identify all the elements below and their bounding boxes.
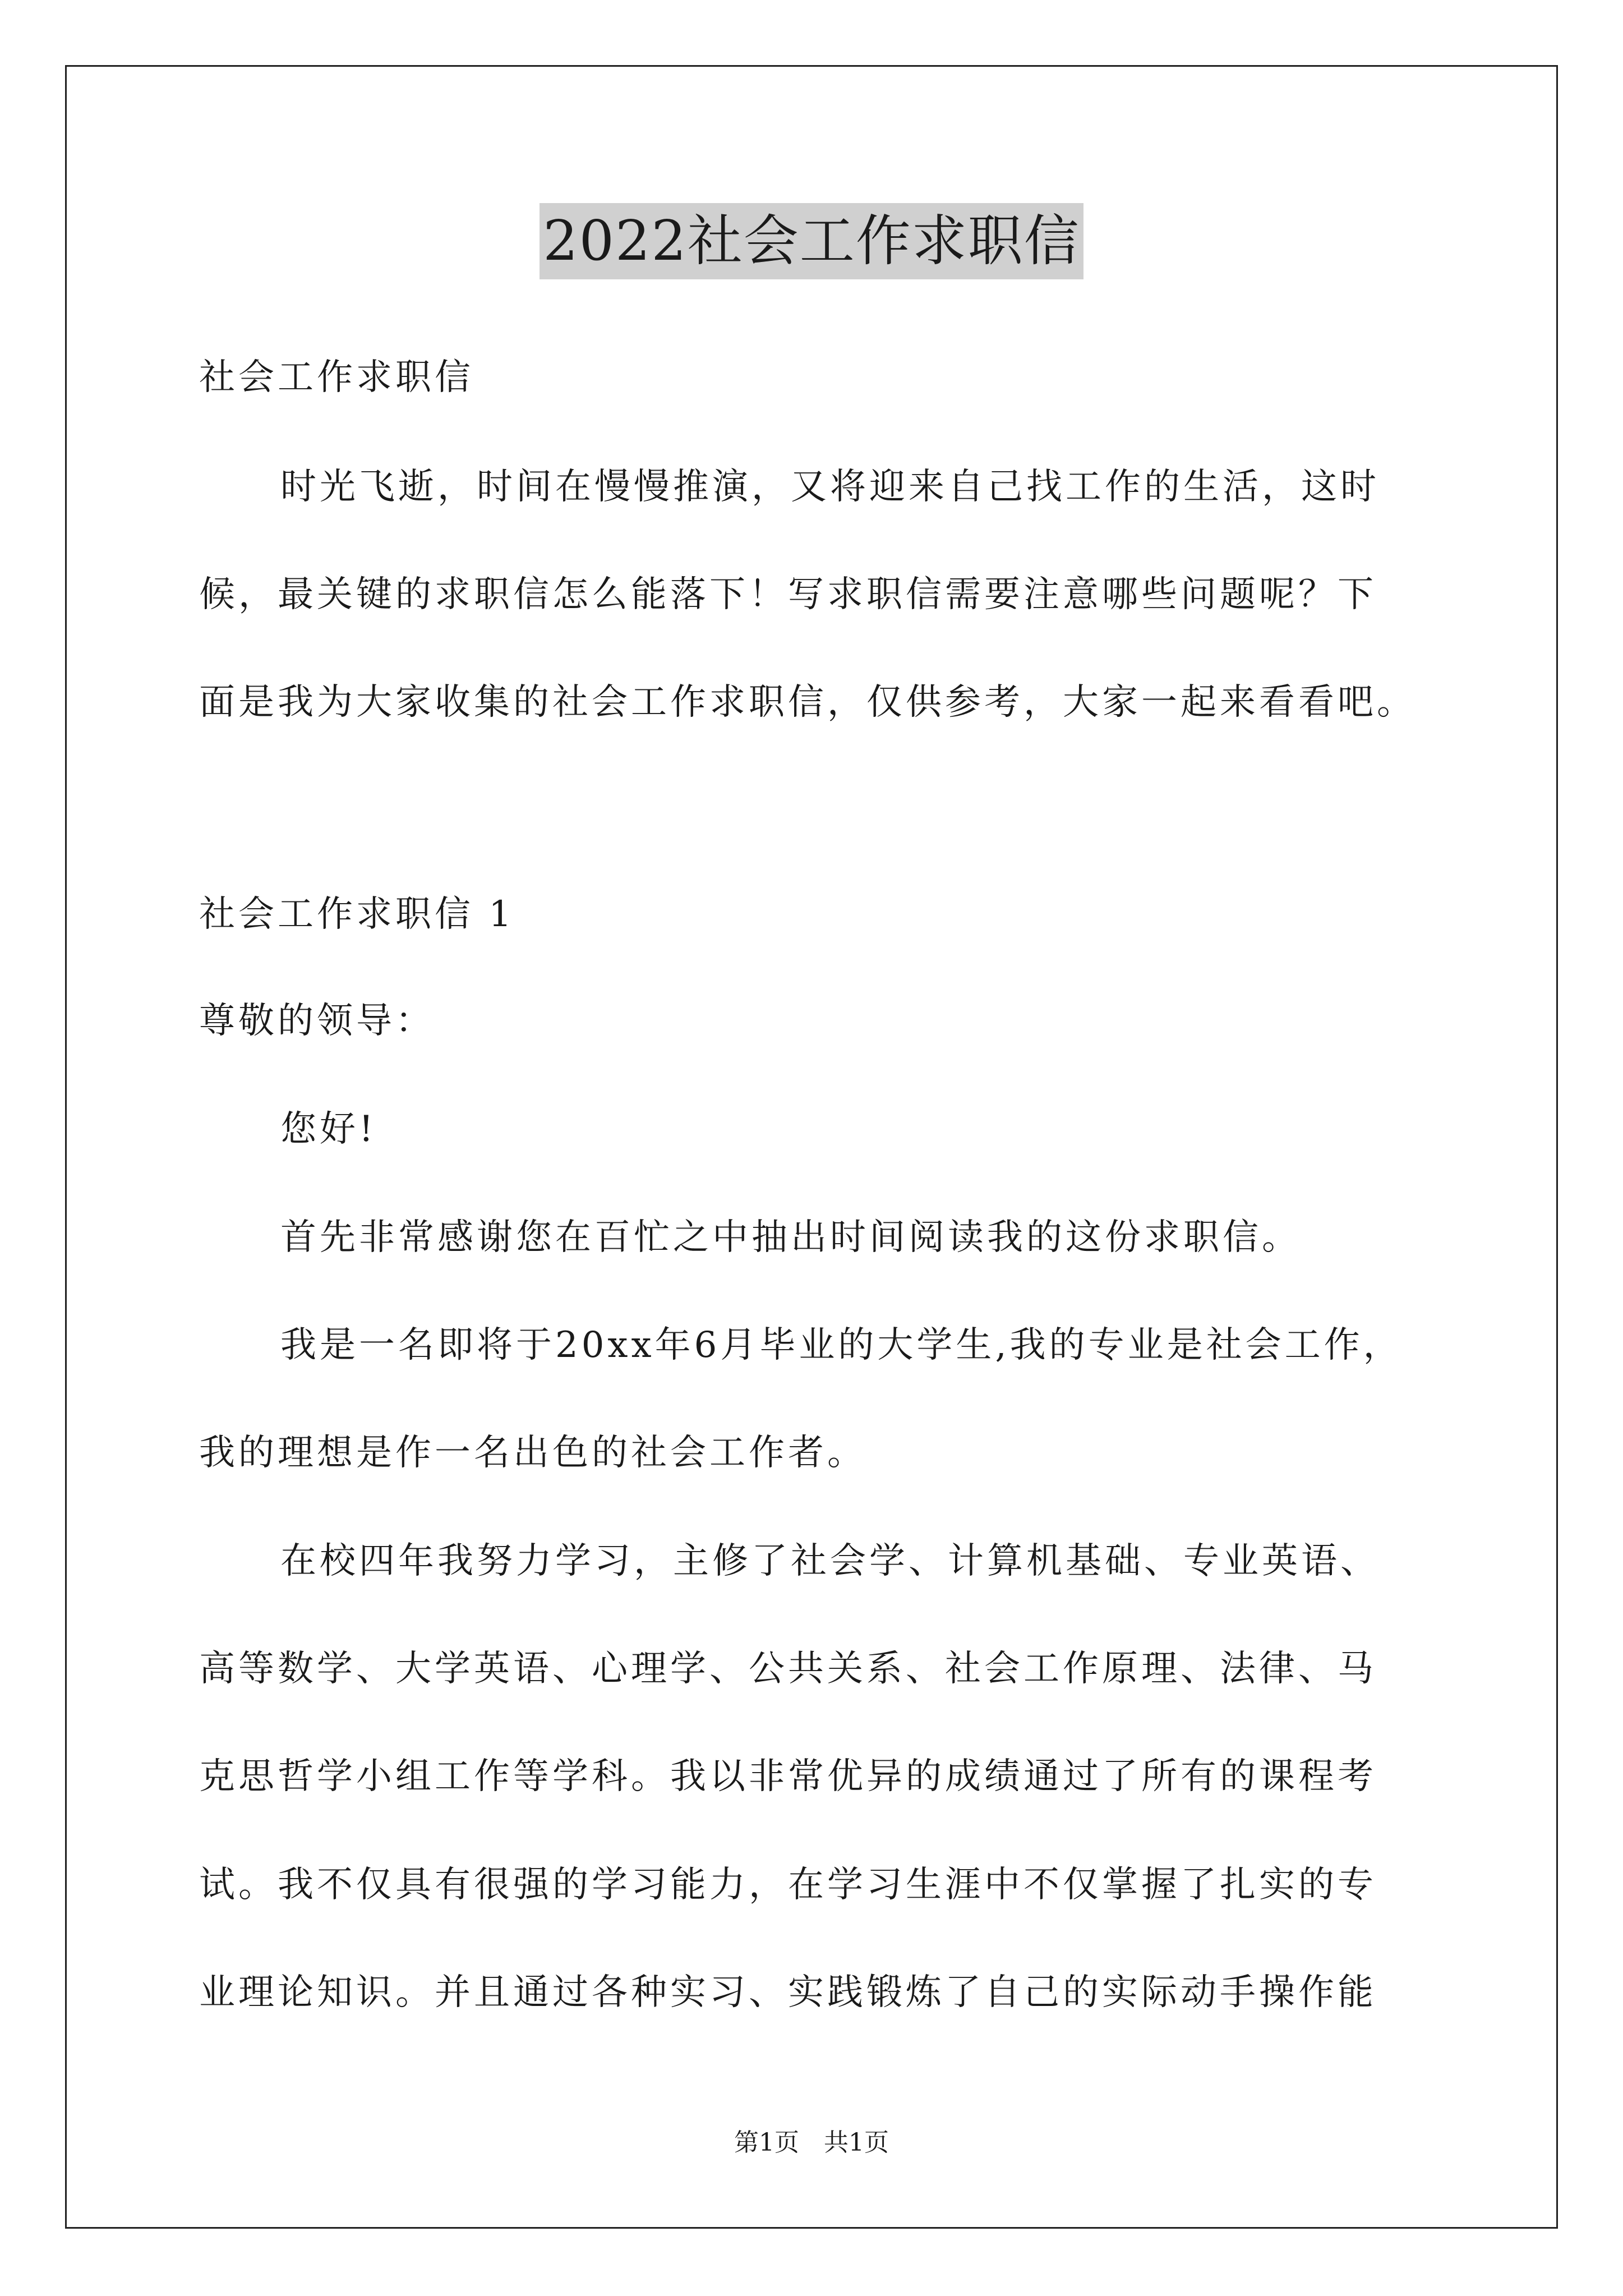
intro-line-2: 候，最关键的求职信怎么能落下！写求职信需要注意哪些问题呢？下 — [199, 574, 1377, 615]
paragraph-3-line-1: 在校四年我努力学习，主修了社会学、计算机基础、专业英语、 — [280, 1540, 1380, 1582]
section-heading: 社会工作求职信 1 — [199, 894, 515, 935]
document-title: 2022社会工作求职信 — [540, 203, 1083, 279]
paragraph-3-line-2: 高等数学、大学英语、心理学、公共关系、社会工作原理、法律、马 — [199, 1648, 1377, 1690]
paragraph-3-line-5: 业理论知识。并且通过各种实习、实践锻炼了自己的实际动手操作能 — [199, 1972, 1377, 2013]
greeting: 您好! — [280, 1108, 377, 1150]
paragraph-1-line-1: 首先非常感谢您在百忙之中抽出时间阅读我的这份求职信。 — [280, 1217, 1301, 1258]
paragraph-2-line-1: 我是一名即将于20xx年6月毕业的大学生,我的专业是社会工作， — [280, 1324, 1403, 1366]
intro-line-3: 面是我为大家收集的社会工作求职信，仅供参考，大家一起来看看吧。 — [199, 682, 1416, 723]
paragraph-3-line-4: 试。我不仅具有很强的学习能力，在学习生涯中不仅掌握了扎实的专 — [199, 1864, 1377, 1906]
title-container — [0, 203, 1623, 279]
paragraph-2-line-2: 我的理想是作一名出色的社会工作者。 — [199, 1432, 866, 1474]
page-number-footer: 第1页 共1页 — [734, 2128, 889, 2157]
salutation: 尊敬的领导： — [199, 1000, 435, 1042]
paragraph-3-line-3: 克思哲学小组工作等学科。我以非常优异的成绩通过了所有的课程考 — [199, 1756, 1377, 1797]
intro-line-1: 时光飞逝，时间在慢慢推演，又将迎来自己找工作的生活，这时 — [280, 466, 1380, 508]
subtitle-line: 社会工作求职信 — [199, 357, 474, 398]
